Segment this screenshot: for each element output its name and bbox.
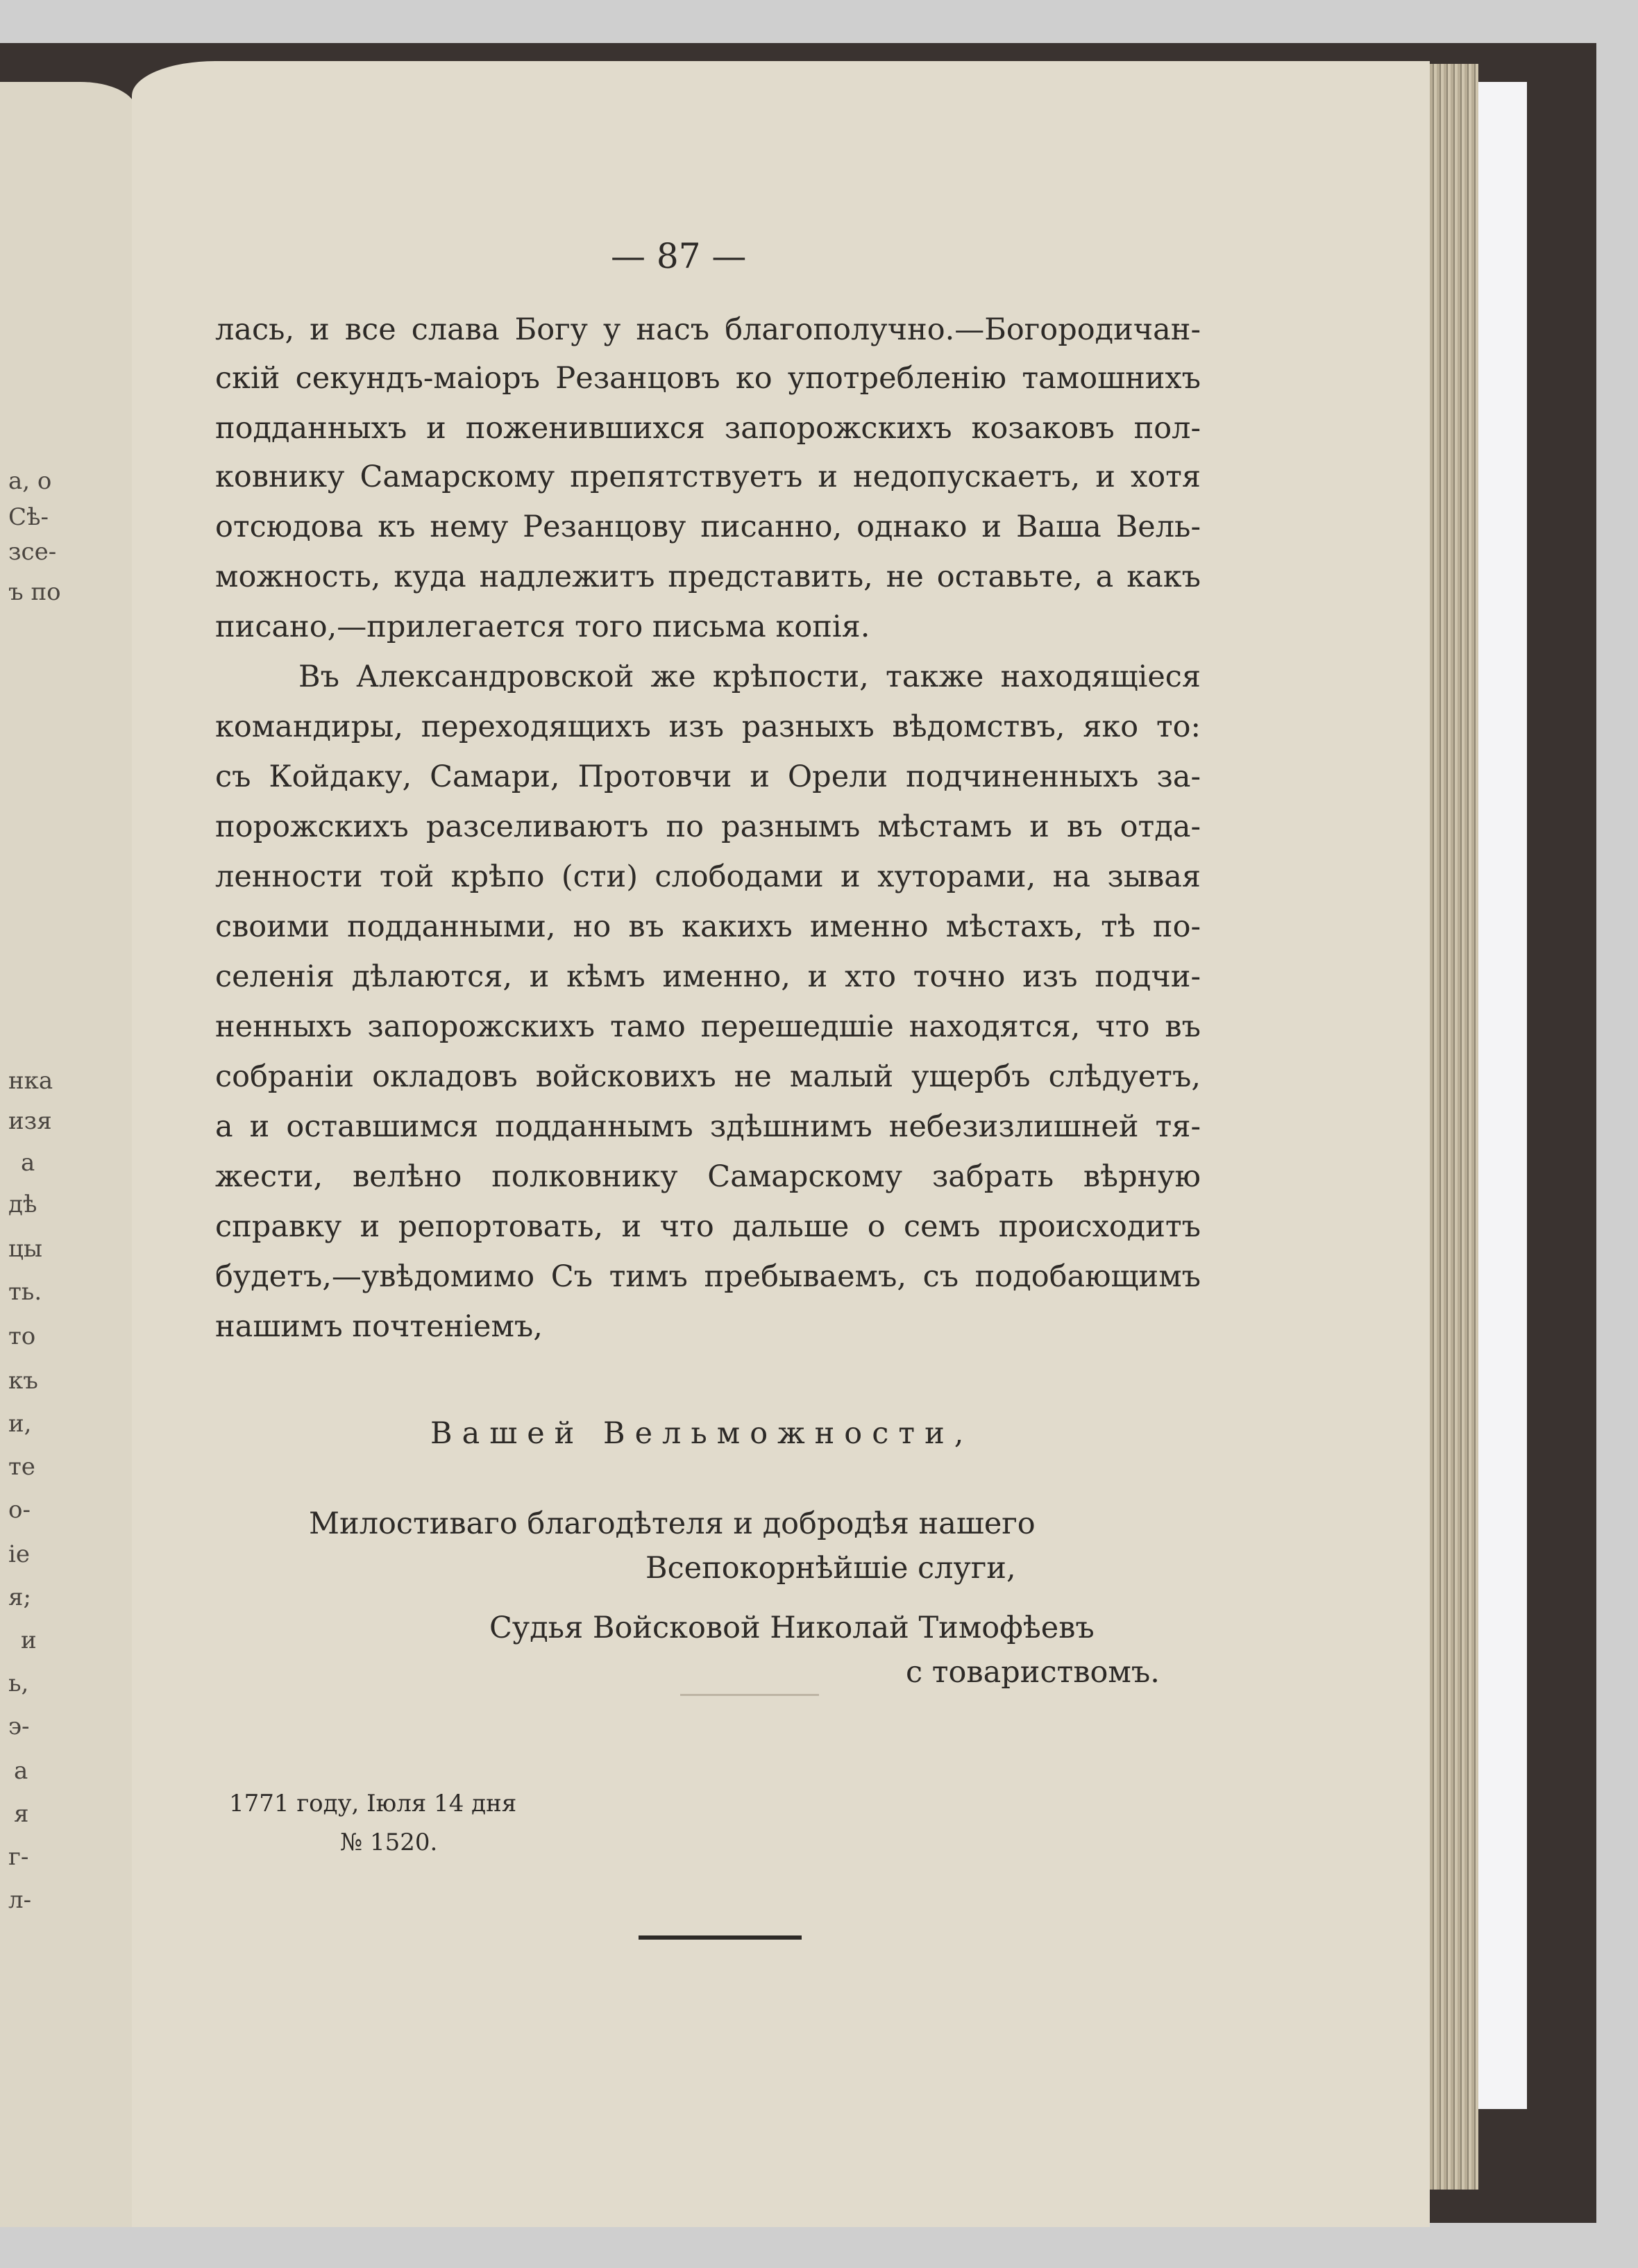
body-line: порожскихъ разселиваютъ по разнымъ мѣстамъ и въ отда- bbox=[215, 809, 1201, 844]
body-line: собраніи окладовъ войсковихъ не малый ущербъ слѣдуетъ, bbox=[215, 1059, 1201, 1094]
closing-line: Всепокорнѣйшіе слуги, bbox=[645, 1551, 1016, 1586]
left-fragment: цы bbox=[8, 1235, 42, 1263]
body-line: Въ Александровской же крѣпости, также находящіеся bbox=[298, 660, 1201, 694]
body-line: съ Койдаку, Самари, Протовчи и Орели подчиненныхъ за- bbox=[215, 759, 1201, 794]
body-line: писано,—прилегается того письма копія. bbox=[215, 610, 870, 644]
document-date: 1771 году, Іюля 14 дня bbox=[229, 1790, 517, 1817]
left-fragment: г- bbox=[8, 1843, 29, 1871]
body-line: ленности той крѣпо (сти) слободами и хуторами, на зывая bbox=[215, 859, 1201, 894]
left-fragment: о- bbox=[8, 1496, 31, 1524]
body-line: жести, велѣно полковнику Самарскому забрать вѣрную bbox=[215, 1159, 1201, 1194]
left-fragment: те bbox=[8, 1453, 35, 1481]
body-line: селенія дѣлаются, и кѣмъ именно, и хто точно изъ подчи- bbox=[215, 959, 1201, 994]
left-fragment: и bbox=[21, 1627, 37, 1654]
left-fragment: я bbox=[14, 1800, 29, 1828]
faint-divider bbox=[680, 1694, 819, 1696]
document-number: № 1520. bbox=[340, 1829, 438, 1856]
left-fragment: ь, bbox=[8, 1670, 29, 1697]
body-line: своими подданными, но въ какихъ именно мѣстахъ, тѣ по- bbox=[215, 909, 1201, 944]
body-line: командиры, переходящихъ изъ разныхъ вѣдомствъ, яко то: bbox=[215, 709, 1201, 744]
left-fragment: л- bbox=[8, 1886, 32, 1914]
body-line: ковнику Самарскому препятствуетъ и недопускаетъ, и хотя bbox=[215, 460, 1201, 494]
page-number: — 87 — bbox=[611, 236, 747, 276]
salutation: Вашей Вельможности, bbox=[430, 1416, 974, 1451]
left-fragment: а, о bbox=[8, 467, 52, 495]
left-fragment: къ bbox=[8, 1367, 38, 1395]
left-fragment: изя bbox=[8, 1107, 52, 1135]
left-fragment: ъ по bbox=[8, 578, 61, 606]
closing-rule bbox=[639, 1935, 802, 1940]
left-fragment: я; bbox=[8, 1584, 31, 1611]
body-line: подданныхъ и поженившихся запорожскихъ козаковъ пол- bbox=[215, 411, 1201, 446]
background-strip bbox=[1478, 82, 1527, 2109]
signatory: Судья Войсковой Николай Тимофѣевъ bbox=[489, 1611, 1095, 1645]
closing-line: Милостиваго благодѣтеля и добродѣя нашего bbox=[309, 1506, 1036, 1541]
left-fragment: іе bbox=[8, 1540, 30, 1568]
body-line: отсюдова къ нему Резанцову писанно, однако и Ваша Вель- bbox=[215, 510, 1201, 544]
left-fragment: нка bbox=[8, 1067, 53, 1095]
left-fragment: ть. bbox=[8, 1278, 42, 1306]
left-page bbox=[0, 82, 136, 2227]
left-fragment: а bbox=[14, 1757, 28, 1785]
body-line: а и оставшимся подданнымъ здѣшнимъ небезизлишней тя- bbox=[215, 1109, 1201, 1144]
body-line: скій секундъ-маіоръ Резанцовъ ко употребленію тамошнихъ bbox=[215, 361, 1201, 396]
left-fragment: и, bbox=[8, 1410, 32, 1438]
left-fragment: э- bbox=[8, 1713, 30, 1740]
left-fragment: а bbox=[21, 1149, 35, 1177]
body-line: будетъ,—увѣдомимо Съ тимъ пребываемъ, съ подобающимъ bbox=[215, 1259, 1201, 1294]
left-fragment: зсе- bbox=[8, 538, 57, 566]
body-line: ненныхъ запорожскихъ тамо перешедшіе находятся, что въ bbox=[215, 1009, 1201, 1044]
body-line: справку и репортовать, и что дальше о семъ происходитъ bbox=[215, 1209, 1201, 1244]
body-line: лась, и все слава Богу у насъ благополучно.—Богородичан- bbox=[215, 312, 1201, 347]
body-line: можность, куда надлежитъ представить, не оставьте, а какъ bbox=[215, 560, 1201, 594]
left-fragment: то bbox=[8, 1322, 36, 1350]
left-fragment: Сѣ- bbox=[8, 503, 49, 531]
left-fragment: дѣ bbox=[8, 1191, 37, 1218]
body-text bbox=[215, 0, 1201, 2221]
body-line: нашимъ почтеніемъ, bbox=[215, 1309, 543, 1344]
closing-line: с товариствомъ. bbox=[906, 1655, 1160, 1690]
